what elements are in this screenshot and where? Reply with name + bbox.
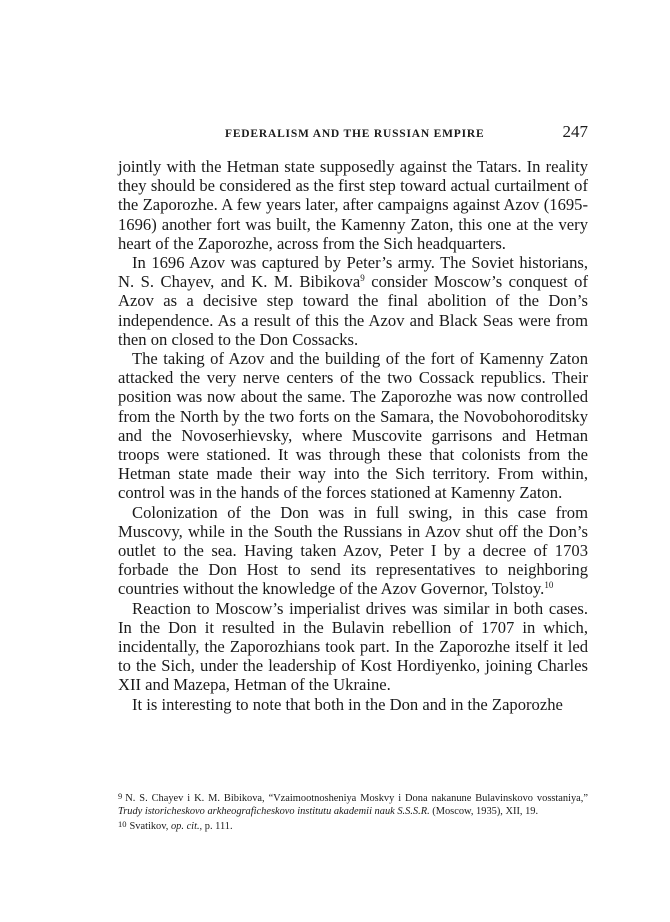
paragraph: Colonization of the Don was in full swing, in this case from Muscovy, while in the South the Russians in Azov shut off the Don’s outlet to the sea. Having taken Azov, Peter I by a decree of 1703 forbade the Don Host to send its representatives to neighboring countries without the knowledge of the Azov Governor, Tolstoy.$^{10}$ (118, 502, 588, 599)
body-text (118, 157, 588, 714)
footnote-ref[interactable]: 9 (360, 273, 365, 284)
footnote-number: 9 (118, 791, 123, 801)
footnote-ref[interactable]: 10 (544, 580, 554, 591)
footnotes (118, 790, 588, 833)
footnote: 10 Svatikov, op. cit., p. 111. (118, 819, 233, 832)
footnote-number: 10 (118, 819, 127, 829)
running-title: FEDERALISM AND THE RUSSIAN EMPIRE (225, 128, 485, 140)
paragraph: The taking of Azov and the building of the fort of Kamenny Zaton attacked the very nerve centers of the two Cossack republics. Their position was now about the same. The Zaporozhe was now controlled from the North by the two forts on the Samara, the Novobohoroditsky and the Novoserhievsky, where Muscovite garrisons and Hetman troops were stationed. It was through these that colonists from the Hetman state made their way into the Sich territory. From within, control was in the hands of the forces stationed at Kamenny Zaton. (118, 349, 588, 503)
paragraph: jointly with the Hetman state supposedly against the Tatars. In reality they should be considered as the first step toward actual curtailment of the Zaporozhe. A few years later, after campaigns against Azov (1695-1696) another fort was built, the Kamenny Zaton, this one at the very heart of the Zaporozhe, across from the Sich headquarters. (118, 157, 588, 253)
page-number: 247 (562, 122, 588, 141)
page-header (118, 122, 588, 144)
paragraph: Reaction to Moscow’s imperialist drives was similar in both cases. In the Don it resulted in the Bulavin rebellion of 1707 in which, incidentally, the Zaporozhians took part. In the Zaporozhe itself it led to the Sich, under the leadership of Kost Hordiyenko, joining Charles XII and Mazepa, Hetman of the Ukraine. (118, 598, 588, 695)
footnote: 9 N. S. Chayev i K. M. Bibikova, “Vzaimootnosheniya Moskvy i Dona nakanune Bulavinskovo vosstaniya,” Trudy istoricheskovo arkheograficheskovo institutu akademii nauk S.S.S.R. (Moscow, 1935), XII, 19. (118, 791, 588, 817)
paragraph: In 1696 Azov was captured by Peter’s army. The Soviet historians, N. S. Chayev, and K. M. Bibikova$^9$ consider Moscow’s conquest of Azov as a decisive step toward the final abolition of the Don’s independence. As a result of this the Azov and Black Seas were from then on closed to the Don Cossacks. (118, 253, 588, 349)
paragraph: It is interesting to note that both in the Don and in the Zaporozhe (132, 694, 563, 714)
footnote-italic: op. cit., (170, 821, 203, 832)
footnote-italic: Trudy istoricheskovo arkheograficheskovo institutu akademii nauk S.S.S.R. (118, 806, 430, 817)
